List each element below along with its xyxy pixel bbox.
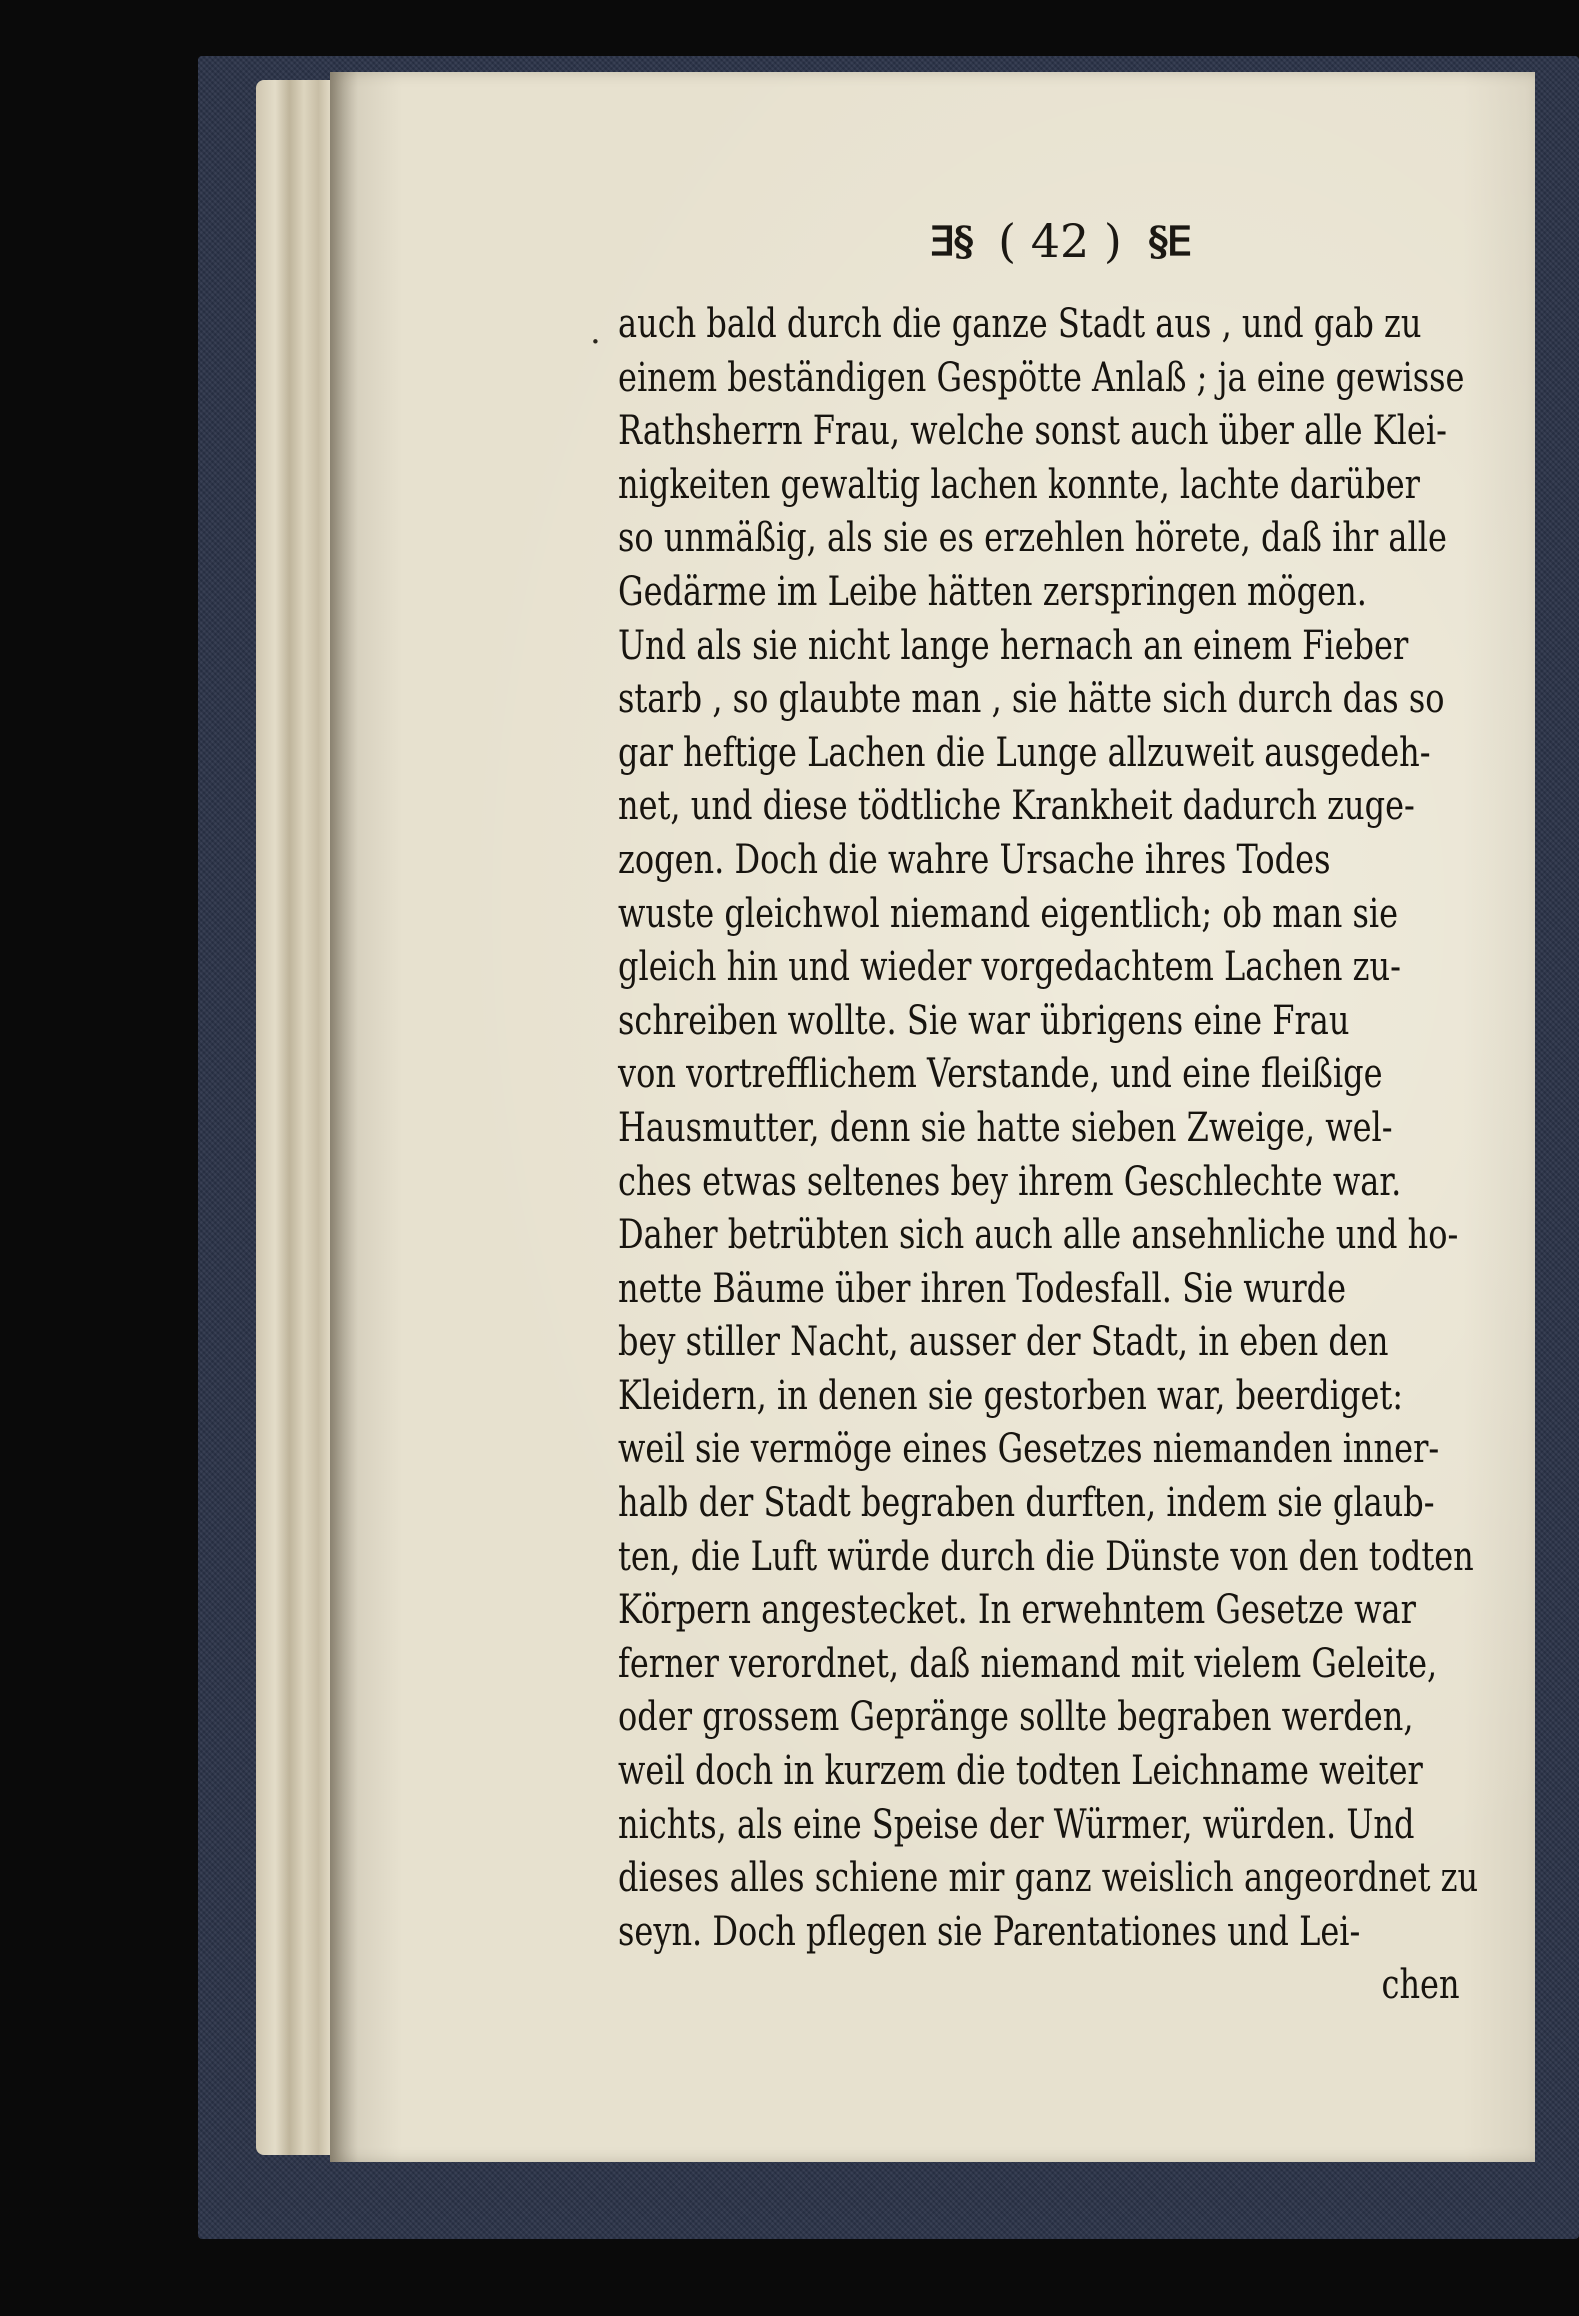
text-line: weil doch in kurzem die todten Leichname weiter (618, 1748, 1423, 1795)
text-line: dieses alles schiene mir ganz weislich angeordnet zu (618, 1855, 1479, 1902)
right-ornament-icon: §ⴹ (1147, 217, 1191, 265)
text-line: Kleidern, in denen sie gestorben war, beerdiget: (618, 1372, 1404, 1419)
text-line: gleich hin und wieder vorgedachtem Lachen zu- (618, 944, 1401, 991)
text-line: weil sie vermöge eines Gesetzes niemanden inner- (618, 1426, 1440, 1473)
text-line: gar heftige Lachen die Lunge allzuweit ausgedeh- (618, 729, 1431, 776)
text-line: Körpern angestecket. In erwehntem Gesetze war (618, 1587, 1416, 1634)
text-line: ches etwas seltenes bey ihrem Geschlechte war. (618, 1158, 1402, 1205)
catchword: chen (1381, 1962, 1460, 2009)
page-number: ( 42 ) (998, 214, 1122, 268)
text-line: Daher betrübten sich auch alle ansehnliche und ho- (618, 1212, 1459, 1259)
text-line: Gedärme im Leibe hätten zerspringen mögen. (618, 568, 1367, 615)
text-line: Und als sie nicht lange hernach an einem Fieber (618, 622, 1409, 669)
text-line: Rathsherrn Frau, welche sonst auch über alle Klei- (618, 408, 1447, 455)
text-line: wuste gleichwol niemand eigentlich; ob man sie (618, 890, 1399, 937)
text-line: seyn. Doch pflegen sie Parentationes und Lei- (618, 1908, 1361, 1955)
text-line: net, und diese tödtliche Krankheit dadurch zuge- (618, 783, 1415, 830)
text-line: oder grossem Gepränge sollte begraben werden, (618, 1694, 1414, 1741)
text-line: auch bald durch die ganze Stadt aus , und gab zu (618, 301, 1422, 347)
text-line: nichts, als eine Speise der Würmer, würden. Und (618, 1801, 1415, 1848)
text-line: ten, die Luft würde durch die Dünste von den todten (618, 1533, 1474, 1580)
running-head (820, 205, 1300, 277)
gutter-shadow (330, 72, 358, 2162)
margin-mark: . (590, 312, 601, 352)
text-line: halb der Stadt begraben durften, indem sie glaub- (618, 1480, 1435, 1527)
text-line: von vortrefflichem Verstande, und eine fleißige (618, 1051, 1383, 1098)
text-line: ferner verordnet, daß niemand mit vielem Geleite, (618, 1640, 1438, 1687)
text-line: Hausmutter, denn sie hatte sieben Zweige, wel- (618, 1104, 1393, 1151)
text-line: so unmäßig, als sie es erzehlen hörete, daß ihr alle (618, 515, 1447, 562)
text-line: bey stiller Nacht, ausser der Stadt, in eben den (618, 1319, 1389, 1366)
left-ornament-icon: ⴺ§ (929, 217, 973, 265)
text-line: zogen. Doch die wahre Ursache ihres Todes (618, 836, 1331, 883)
text-line: nette Bäume über ihren Todesfall. Sie wurde (618, 1265, 1347, 1312)
text-line: starb , so glaubte man , sie hätte sich durch das so (618, 676, 1445, 723)
text-line: einem beständigen Gespötte Anlaß ; ja eine gewisse (618, 354, 1465, 401)
text-line: schreiben wollte. Sie war übrigens eine Frau (618, 997, 1350, 1044)
body-text (618, 298, 1479, 2013)
text-line: nigkeiten gewaltig lachen konnte, lachte darüber (618, 461, 1420, 508)
